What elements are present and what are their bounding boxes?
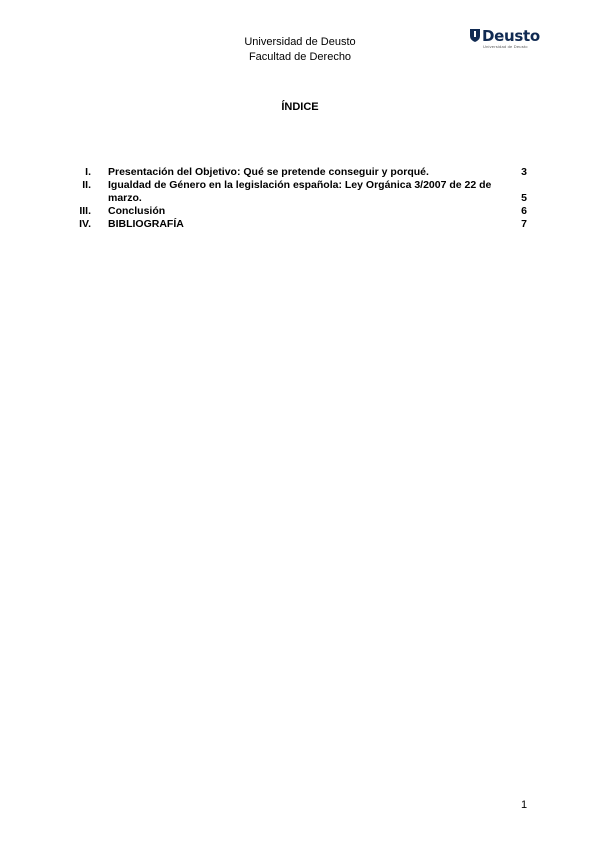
deusto-logo (470, 27, 542, 53)
toc-entry[interactable] (78, 179, 530, 205)
toc-entry-title: Presentación del Objetivo: Qué se pretende conseguir y porqué. (108, 166, 429, 178)
toc-entry-page: 5 (521, 192, 527, 204)
toc-entry-number: III. (79, 205, 91, 217)
toc-entry-number: II. (82, 179, 91, 191)
header-university: Universidad de Deusto (244, 36, 356, 48)
logo-wordmark: Deusto (482, 27, 540, 45)
toc-entry[interactable] (78, 218, 530, 231)
header-faculty: Facultad de Derecho (248, 51, 352, 63)
logo-tagline: Universidad de Deusto (483, 44, 528, 49)
toc-entry[interactable] (78, 166, 530, 179)
toc-entry-number: IV. (79, 218, 91, 230)
toc-entry[interactable] (78, 205, 530, 218)
shield-icon (470, 29, 480, 42)
toc-entry-page: 6 (521, 205, 527, 217)
table-of-contents (78, 166, 530, 231)
page-number: 1 (520, 799, 528, 811)
toc-entry-title: BIBLIOGRAFÍA (108, 218, 184, 230)
toc-entry-title: Igualdad de Género en la legislación española: Ley Orgánica 3/2007 de 22 de marzo. (108, 179, 492, 204)
toc-entry-title: Conclusión (108, 205, 166, 217)
toc-entry-page: 7 (521, 218, 527, 230)
index-title: ÍNDICE (281, 101, 319, 113)
toc-entry-page: 3 (521, 166, 527, 178)
toc-entry-number: I. (85, 166, 91, 178)
